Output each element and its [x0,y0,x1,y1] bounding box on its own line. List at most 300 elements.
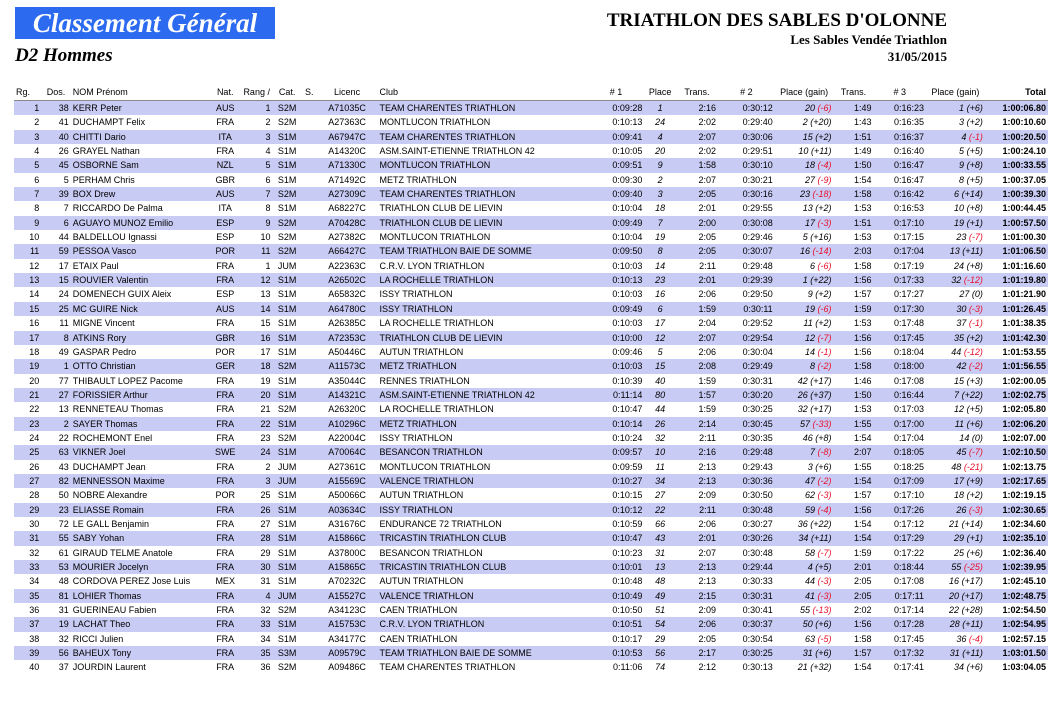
place-value: 10 [798,146,809,157]
gain-value: (+8) [966,203,983,214]
col-header-bike: # 2 [718,84,775,101]
cell-t3: 0:17:03 [873,402,926,416]
cell-tr2: 1:53 [834,402,874,416]
page-banner-title: Classement Général [15,7,275,39]
cell-t1: 0:10:05 [588,144,645,158]
cell-rang: 7 [241,187,273,201]
cell-total: 1:02:10.50 [985,445,1048,459]
gain-value: (-9) [817,174,832,185]
cell-pg2 [775,173,834,187]
cell-rg: 10 [14,230,41,244]
cell-cat: S2M [272,359,301,373]
cell-nom: RICCI Julien [71,632,210,646]
cell-rang: 33 [241,617,273,631]
cell-lic: A71035C [317,101,378,116]
cell-tr1: 2:13 [676,560,718,574]
gain-value: (+11) [962,648,983,659]
cell-total: 1:02:48.75 [985,589,1048,603]
cell-lic: A27382C [317,230,378,244]
cell-tr1: 2:02 [676,115,718,129]
cell-tr2: 1:50 [834,388,874,402]
cell-t3: 0:17:04 [873,431,926,445]
cell-t3: 0:16:37 [873,130,926,144]
cell-tr2: 1:58 [834,187,874,201]
cell-rang: 15 [241,316,273,330]
cell-rg: 27 [14,474,41,488]
gain-value: (-8) [817,447,832,458]
cell-tr2: 1:57 [834,646,874,660]
cell-dos: 7 [41,201,70,215]
cell-t3: 0:18:25 [873,460,926,474]
cell-lic: A27361C [317,460,378,474]
cell-tr2: 2:01 [834,560,874,574]
cell-pg3 [926,244,985,258]
place-value: 42 [956,361,967,372]
cell-t2: 0:30:07 [718,244,775,258]
cell-t1: 0:10:47 [588,531,645,545]
gain-value: (+37) [810,389,832,400]
cell-rg: 26 [14,460,41,474]
cell-club: ISSY TRIATHLON [378,503,588,517]
cell-dos: 32 [41,632,70,646]
table-row [14,660,1048,674]
place-value: 32 [951,275,962,286]
cell-t2: 0:30:25 [718,646,775,660]
cell-cat: S1M [272,287,301,301]
table-row [14,259,1048,273]
cell-tr2: 1:53 [834,201,874,215]
cell-s [302,460,317,474]
cell-pg2 [775,216,834,230]
cell-tr1: 2:13 [676,574,718,588]
cell-t3: 0:18:04 [873,345,926,359]
cell-dos: 13 [41,402,70,416]
cell-lic: A64780C [317,302,378,316]
cell-t1: 0:11:06 [588,660,645,674]
gain-value: (+5) [966,146,983,157]
place-value: 35 [954,332,965,343]
cell-p1: 22 [644,503,676,517]
cell-pg3 [926,460,985,474]
cell-t1: 0:10:01 [588,560,645,574]
place-value: 12 [805,332,816,343]
cell-nom: BAHEUX Tony [71,646,210,660]
cell-t1: 0:10:13 [588,273,645,287]
cell-club: TEAM TRIATHLON BAIE DE SOMME [378,244,588,258]
cell-club: TRICASTIN TRIATHLON CLUB [378,531,588,545]
cell-t2: 0:29:46 [718,230,775,244]
cell-t1: 0:09:41 [588,130,645,144]
cell-lic: A11573C [317,359,378,373]
cell-dos: 72 [41,517,70,531]
cell-nom: ETAIX Paul [71,259,210,273]
cell-t2: 0:30:48 [718,503,775,517]
cell-tr2: 1:56 [834,503,874,517]
cell-lic: A15866C [317,531,378,545]
cell-rang: 25 [241,488,273,502]
cell-pg2 [775,115,834,129]
cell-club: ENDURANCE 72 TRIATHLON [378,517,588,531]
place-value: 27 [959,289,970,300]
cell-nat: AUS [209,187,241,201]
cell-cat: S1M [272,417,301,431]
cell-s [302,316,317,330]
cell-p1: 17 [644,316,676,330]
cell-tr2: 1:58 [834,632,874,646]
place-value: 8 [959,174,965,185]
table-row [14,531,1048,545]
cell-nat: ITA [209,130,241,144]
cell-nat: FRA [209,460,241,474]
cell-nom: GRAYEL Nathan [71,144,210,158]
cell-tr2: 1:54 [834,431,874,445]
cell-t1: 0:10:59 [588,517,645,531]
cell-cat: S2M [272,115,301,129]
cell-s [302,646,317,660]
cell-t1: 0:10:50 [588,603,645,617]
cell-rang: 8 [241,201,273,215]
cell-rang: 16 [241,331,273,345]
cell-pg2 [775,331,834,345]
cell-cat: S2M [272,187,301,201]
cell-p1: 66 [644,517,676,531]
cell-rg: 30 [14,517,41,531]
gain-value: (-3) [968,504,983,515]
cell-nom: FORISSIER Arthur [71,388,210,402]
cell-club: METZ TRIATHLON [378,417,588,431]
cell-lic: A22363C [317,259,378,273]
cell-t1: 0:09:51 [588,158,645,172]
cell-t3: 0:16:35 [873,115,926,129]
place-value: 21 [949,518,960,529]
cell-t1: 0:10:13 [588,115,645,129]
cell-club: MONTLUCON TRIATHLON [378,158,588,172]
table-row [14,201,1048,215]
place-value: 16 [949,576,960,587]
cell-dos: 27 [41,388,70,402]
cell-rg: 28 [14,488,41,502]
cell-pg3 [926,488,985,502]
place-value: 62 [805,490,816,501]
cell-s [302,574,317,588]
cell-dos: 61 [41,546,70,560]
gain-value: (+8) [966,160,983,171]
gain-value: (+6) [966,547,983,558]
cell-t2: 0:30:48 [718,546,775,560]
col-header-rang: Rang / [241,84,273,101]
cell-pg2 [775,546,834,560]
cell-t2: 0:29:50 [718,287,775,301]
cell-rg: 35 [14,589,41,603]
table-row [14,503,1048,517]
cell-cat: S2M [272,660,301,674]
cell-lic: A14320C [317,144,378,158]
place-value: 14 [959,432,970,443]
cell-s [302,115,317,129]
cell-s [302,302,317,316]
cell-nat: AUS [209,302,241,316]
cell-rg: 34 [14,574,41,588]
table-row [14,216,1048,230]
cell-rang: 3 [241,130,273,144]
cell-t2: 0:30:25 [718,402,775,416]
cell-t2: 0:29:51 [718,144,775,158]
cell-dos: 49 [41,345,70,359]
cell-s [302,660,317,674]
cell-lic: A67947C [317,130,378,144]
cell-s [302,402,317,416]
cell-lic: A66427C [317,244,378,258]
cell-tr1: 2:17 [676,646,718,660]
cell-cat: JUM [272,474,301,488]
cell-pg3 [926,474,985,488]
cell-nom: VIKNER Joel [71,445,210,459]
table-row [14,345,1048,359]
cell-total: 1:02:07.00 [985,431,1048,445]
cell-p1: 8 [644,244,676,258]
cell-pg2 [775,158,834,172]
col-header-run-place: Place (gain) [926,84,985,101]
cell-pg2 [775,287,834,301]
cell-rg: 6 [14,173,41,187]
cell-nom: ROCHEMONT Enel [71,431,210,445]
cell-lic: A27309C [317,187,378,201]
cell-pg2 [775,517,834,531]
cell-dos: 8 [41,331,70,345]
cell-tr1: 2:11 [676,431,718,445]
cell-s [302,359,317,373]
cell-rg: 16 [14,316,41,330]
cell-tr1: 2:07 [676,173,718,187]
cell-pg2 [775,460,834,474]
cell-t2: 0:30:33 [718,574,775,588]
cell-pg3 [926,531,985,545]
cell-dos: 24 [41,287,70,301]
cell-p1: 24 [644,115,676,129]
table-row [14,287,1048,301]
cell-p1: 54 [644,617,676,631]
cell-rang: 3 [241,474,273,488]
cell-cat: S1M [272,144,301,158]
cell-tr2: 1:57 [834,287,874,301]
cell-dos: 5 [41,173,70,187]
cell-tr1: 2:05 [676,632,718,646]
cell-t2: 0:30:08 [718,216,775,230]
cell-pg2 [775,603,834,617]
cell-club: LA ROCHELLE TRIATHLON [378,273,588,287]
place-value: 20 [805,103,816,113]
cell-s [302,331,317,345]
table-row [14,359,1048,373]
cell-lic: A35044C [317,374,378,388]
cell-pg3 [926,560,985,574]
cell-tr2: 2:02 [834,603,874,617]
cell-lic: A50066C [317,488,378,502]
cell-pg3 [926,617,985,631]
cell-nom: RICCARDO De Palma [71,201,210,215]
cell-s [302,144,317,158]
cell-dos: 17 [41,259,70,273]
gain-value: (+5) [966,404,983,415]
table-row [14,388,1048,402]
cell-rang: 32 [241,603,273,617]
cell-t2: 0:30:54 [718,632,775,646]
place-value: 5 [802,232,808,243]
cell-lic: A26385C [317,316,378,330]
cell-rang: 12 [241,273,273,287]
cell-rg: 8 [14,201,41,215]
cell-rang: 36 [241,660,273,674]
table-row [14,244,1048,258]
cell-t2: 0:30:31 [718,374,775,388]
cell-rang: 23 [241,431,273,445]
col-header-swim: # 1 [588,84,645,101]
cell-t3: 0:17:14 [873,603,926,617]
place-value: 57 [800,418,811,429]
table-row [14,115,1048,129]
col-header-rank: Rg. [14,84,41,101]
cell-tr2: 1:58 [834,259,874,273]
cell-cat: S1M [272,273,301,287]
cell-dos: 23 [41,503,70,517]
cell-rang: 20 [241,388,273,402]
col-header-swim-place: Place [644,84,676,101]
table-row [14,574,1048,588]
cell-tr2: 2:03 [834,244,874,258]
gain-value: (-12) [963,275,983,286]
table-row [14,632,1048,646]
cell-p1: 7 [644,216,676,230]
cell-p1: 9 [644,158,676,172]
place-value: 44 [805,576,816,587]
cell-pg2 [775,646,834,660]
gain-value: (+8) [966,260,983,271]
cell-nat: NZL [209,158,241,172]
place-value: 14 [805,346,816,357]
cell-dos: 19 [41,617,70,631]
cell-cat: S2M [272,244,301,258]
gain-value: (+16) [810,232,832,243]
cell-pg2 [775,589,834,603]
cell-t1: 0:09:46 [588,345,645,359]
place-value: 23 [956,232,967,243]
cell-total: 1:01:42.30 [985,331,1048,345]
cell-nom: ELIASSE Romain [71,503,210,517]
cell-rg: 25 [14,445,41,459]
place-value: 10 [954,203,965,214]
cell-p1: 4 [644,130,676,144]
cell-nom: PESSOA Vasco [71,244,210,258]
cell-p1: 43 [644,531,676,545]
place-value: 4 [961,131,967,142]
place-value: 34 [954,662,965,673]
place-value: 3 [959,117,965,128]
gain-value: (+22) [810,275,832,286]
cell-cat: S1M [272,617,301,631]
cell-nat: FRA [209,374,241,388]
cell-t2: 0:30:36 [718,474,775,488]
cell-p1: 74 [644,660,676,674]
gain-value: (+2) [815,131,832,142]
cell-p1: 49 [644,589,676,603]
cell-nat: GBR [209,173,241,187]
place-value: 63 [805,633,816,644]
place-value: 6 [954,189,960,200]
cell-nat: FRA [209,531,241,545]
cell-nom: LACHAT Theo [71,617,210,631]
cell-rang: 19 [241,374,273,388]
cell-nom: KERR Peter [71,101,210,116]
cell-tr1: 2:14 [676,417,718,431]
place-value: 11 [954,418,965,429]
cell-s [302,216,317,230]
cell-club: ASM.SAINT-ETIENNE TRIATHLON 42 [378,144,588,158]
place-value: 17 [954,475,965,486]
cell-dos: 53 [41,560,70,574]
col-header-trans1: Trans. [676,84,718,101]
cell-total: 1:00:33.55 [985,158,1048,172]
cell-dos: 25 [41,302,70,316]
cell-t2: 0:30:27 [718,517,775,531]
cell-pg2 [775,230,834,244]
cell-club: METZ TRIATHLON [378,359,588,373]
cell-s [302,388,317,402]
cell-rg: 9 [14,216,41,230]
cell-nat: GBR [209,331,241,345]
cell-nat: FRA [209,474,241,488]
cell-club: TEAM CHARENTES TRIATHLON [378,101,588,116]
cell-tr1: 2:16 [676,101,718,116]
table-row [14,230,1048,244]
gain-value: (+17) [961,576,983,587]
table-row [14,316,1048,330]
cell-total: 1:00:57.50 [985,216,1048,230]
cell-pg3 [926,101,985,116]
place-value: 27 [805,174,816,185]
cell-rang: 30 [241,560,273,574]
place-value: 9 [807,289,813,300]
cell-pg2 [775,259,834,273]
cell-rang: 1 [241,259,273,273]
cell-p1: 23 [644,273,676,287]
cell-lic: A15753C [317,617,378,631]
cell-t2: 0:29:43 [718,460,775,474]
cell-lic: A15527C [317,589,378,603]
cell-tr1: 2:05 [676,187,718,201]
cell-tr2: 1:49 [834,101,874,116]
table-row [14,517,1048,531]
cell-pg2 [775,445,834,459]
cell-lic: A15865C [317,560,378,574]
cell-tr1: 2:08 [676,359,718,373]
cell-t3: 0:17:45 [873,632,926,646]
cell-t3: 0:17:10 [873,216,926,230]
cell-p1: 2 [644,173,676,187]
gain-value: (+14) [961,518,983,529]
cell-s [302,417,317,431]
cell-tr1: 2:13 [676,460,718,474]
place-value: 4 [807,562,813,572]
gain-value: (-1) [817,346,832,357]
cell-club: ISSY TRIATHLON [378,431,588,445]
cell-nat: FRA [209,660,241,674]
cell-club: CAEN TRIATHLON [378,603,588,617]
cell-club: C.R.V. LYON TRIATHLON [378,259,588,273]
cell-nat: FRA [209,417,241,431]
cell-pg3 [926,144,985,158]
cell-total: 1:01:56.55 [985,359,1048,373]
cell-t1: 0:09:40 [588,187,645,201]
